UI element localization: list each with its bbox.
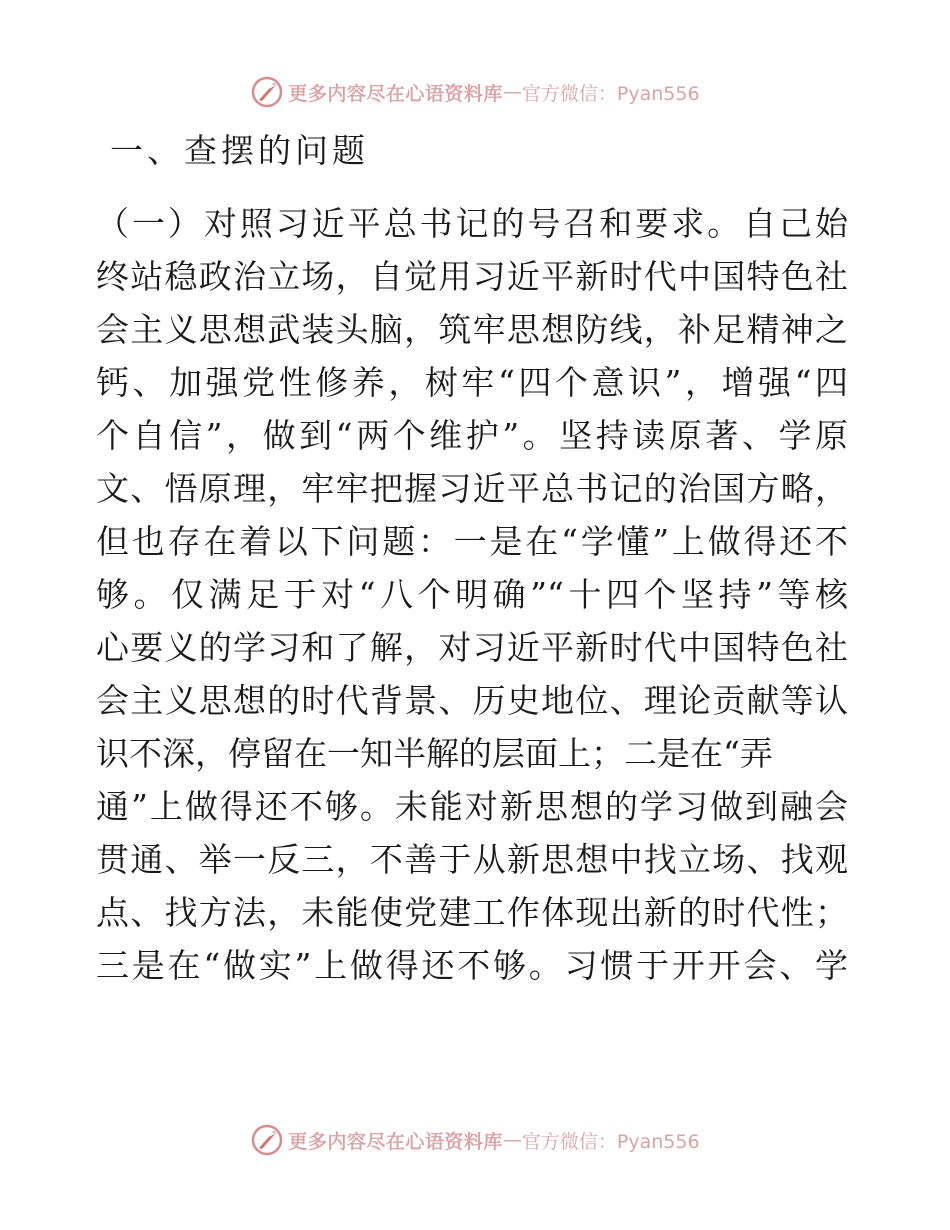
watermark-dash: —: [502, 81, 522, 103]
watermark-dash: —: [502, 1129, 522, 1151]
paragraph-line: 会主义思想武装头脑，筑牢思想防线，补足精神之: [96, 310, 848, 349]
paragraph-line: 会主义思想的时代背景、历史地位、理论贡献等认: [96, 681, 848, 720]
section-heading: 一、查摆的问题: [110, 131, 369, 170]
paragraph-line: 文、悟原理，牢牢把握习近平总书记的治国方略，: [96, 469, 848, 508]
paragraph-line: 但也存在着以下问题：一是在“学懂”上做得还不: [96, 522, 848, 561]
paragraph-line: 个自信”，做到“两个维护”。坚持读原著、学原: [96, 416, 848, 455]
paragraph-line: 够。仅满足于对“八个明确”“十四个坚持”等核: [96, 575, 848, 614]
paragraph-line: 心要义的学习和了解，对习近平新时代中国特色社: [96, 628, 848, 667]
watermark-text: 更多内容尽在心语资料库: [288, 1130, 503, 1153]
paragraph-line: 钙、加强党性修养，树牢“四个意识”，增强“四: [96, 363, 848, 402]
footer-watermark: [0, 1120, 950, 1160]
paragraph-line: 贯通、举一反三，不善于从新思想中找立场、找观: [96, 840, 848, 879]
header-watermark: [0, 72, 950, 112]
body-paragraph: [96, 197, 848, 992]
paragraph-line: 三是在“做实”上做得还不够。习惯于开开会、学: [96, 946, 848, 985]
paragraph-line: 点、找方法，未能使党建工作体现出新的时代性；: [96, 893, 848, 932]
paragraph-line: 通”上做得还不够。未能对新思想的学习做到融会: [96, 787, 848, 826]
paragraph-line: 识不深，停留在一知半解的层面上；二是在“弄: [96, 734, 773, 773]
watermark-wechat: 官方微信：Pyan556: [521, 1130, 700, 1153]
quill-logo-icon: [250, 75, 284, 109]
quill-logo-icon: [250, 1123, 284, 1157]
watermark-wechat: 官方微信：Pyan556: [521, 82, 700, 105]
watermark-text: 更多内容尽在心语资料库: [288, 82, 503, 105]
paragraph-line: （一）对照习近平总书记的号召和要求。自己始: [96, 204, 848, 243]
paragraph-line: 终站稳政治立场，自觉用习近平新时代中国特色社: [96, 257, 848, 296]
